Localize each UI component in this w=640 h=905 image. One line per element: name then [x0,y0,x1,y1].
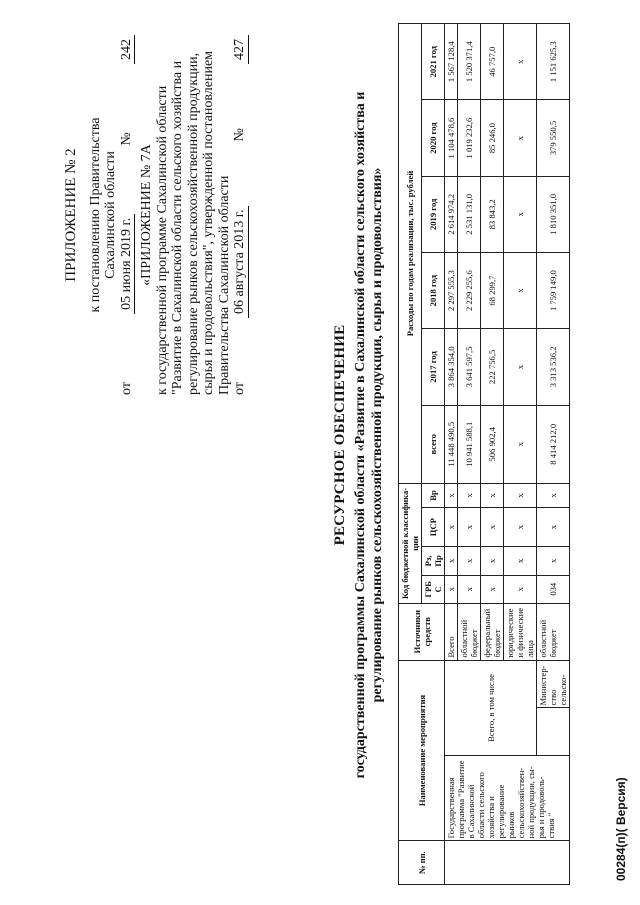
header-2017: 2017 год [422,329,445,405]
header-expenses: Расходы по годам реализации, тыс. рублей [399,24,422,484]
vr-cell: х [504,484,537,508]
rzpr-cell: х [504,547,537,575]
y2018-cell: х [504,252,537,328]
source-cell: Всего [445,603,458,660]
y2019-cell: 2 614 974,2 [445,176,458,252]
appendix-number: ПРИЛОЖЕНИЕ № 2 [63,148,79,282]
row-number-cell [445,841,570,885]
source-cell: областной бюджет [458,603,481,660]
sub-appendix-number: «ПРИЛОЖЕНИЕ № 7А [139,144,154,286]
table-row [537,24,570,885]
grbs-cell: х [458,575,481,603]
vr-cell: х [537,484,570,508]
appendix-line2: Сахалинской области [103,151,118,279]
header-csr: ЦСР [422,508,445,547]
sub-appendix-date-row [232,35,249,395]
total-cell: 10 941 588,1 [458,405,481,483]
y2019-cell: х [504,176,537,252]
y2017-cell: 3 313 536,2 [537,329,570,405]
y2021-cell: х [504,24,537,100]
y2020-cell: 85 246,0 [481,100,504,176]
header-rzpr: Рз, Пр [422,547,445,575]
grbs-cell: х [504,575,537,603]
from-label: от [118,382,134,395]
y2018-cell: 2 229 255,6 [458,252,481,328]
y2021-cell: 1 520 371,4 [458,24,481,100]
rzpr-cell: х [481,547,504,575]
from-label-2: от [232,382,247,395]
y2021-cell: 1 151 625,3 [537,24,570,100]
y2017-cell: х [504,329,537,405]
resource-table [398,23,570,885]
y2018-cell: 2 297 555,3 [445,252,458,328]
csr-cell: х [504,508,537,547]
vr-cell: х [458,484,481,508]
total-cell: 8 414 212,0 [537,405,570,483]
y2020-cell: х [504,100,537,176]
y2017-cell: 222 756,5 [481,329,504,405]
rzpr-cell: х [445,547,458,575]
table-row [445,24,458,885]
y2017-cell: 3 864 354,0 [445,329,458,405]
appendix-date-row [119,35,136,395]
header-total: всего [422,405,445,483]
header-vr: Вр [422,484,445,508]
rzpr-cell: х [458,547,481,575]
program-name-cell: Государственная программа "Развитие в Сахалинской области сельского хозяйства и регулирование рынков сельскохозяйствен-ной продукции, сы-рья и продоволь-ствия " [445,756,570,841]
number-sign: № [118,132,134,146]
grbs-cell: 034 [537,575,570,603]
y2019-cell: 2 531 131,0 [458,176,481,252]
y2020-cell: 1 104 478,6 [445,100,458,176]
source-cell: юридические и физические лица [504,603,537,660]
header-grbs: ГРБ С [422,575,445,603]
rzpr-cell: х [537,547,570,575]
header-budget-code: Код бюджетной классифика- ции [399,484,422,604]
total-cell: х [504,405,537,483]
y2018-cell: 1 759 149,0 [537,252,570,328]
appendix-block [64,35,249,395]
source-cell: областной бюджет [537,603,570,660]
csr-cell: х [445,508,458,547]
y2021-cell: 46 757,0 [481,24,504,100]
csr-cell: х [481,508,504,547]
header-no: № пп. [399,841,445,885]
grbs-cell: х [481,575,504,603]
header-name: Наименование мероприятия [399,660,445,841]
header-source: Источники средств [399,603,445,660]
source-cell: федеральный бюджет [481,603,504,660]
grbs-cell: х [445,575,458,603]
sub-appendix-text: к государственной программе Сахалинской области "Развитие в Сахалинской области сельского хозяйства и регулирование рынков сельскохозяйственной продукции, сырья и продовольствия", утвержденной постановлением Правительства Сахалинской области [154,50,232,395]
total-cell: 11 448 490,5 [445,405,458,483]
ministry-cell: Министер-ство сельско- [537,660,570,708]
page-title: РЕСУРСНОЕ ОБЕСПЕЧЕНИЕ [332,324,348,546]
y2017-cell: 3 641 597,5 [458,329,481,405]
empty-cell [537,708,570,756]
document-footer: 00284(п)( Версия) [614,777,628,881]
header-2021: 2021 год [422,24,445,100]
total-cell: 506 902,4 [481,405,504,483]
page-subtitle: государственной программы Сахалинской области «Развитие в Сахалинской области сельского хозяйства и регулирование рынков сельскохозяйственной продукции, сырья и продовольствия» [353,91,385,779]
header-2019: 2019 год [422,176,445,252]
appendix-line1: к постановлению Правительства [87,117,103,313]
y2019-cell: 83 843,2 [481,176,504,252]
csr-cell: х [458,508,481,547]
header-2018: 2018 год [422,252,445,328]
vr-cell: х [481,484,504,508]
header-2020: 2020 год [422,100,445,176]
appendix-num1: 242 [119,35,136,64]
vr-cell: х [445,484,458,508]
appendix-date2: 06 августа 2013 г. [232,206,249,318]
appendix-date1: 05 июня 2019 г. [119,214,136,314]
y2018-cell: 68 299,7 [481,252,504,328]
csr-cell: х [537,508,570,547]
y2020-cell: 379 550,5 [537,100,570,176]
y2020-cell: 1 019 232,6 [458,100,481,176]
appendix-num2: 427 [232,35,249,64]
y2021-cell: 1 567 128,4 [445,24,458,100]
y2019-cell: 1 810 351,0 [537,176,570,252]
number-sign-2: № [232,128,247,142]
all-incl-cell: Всего, в том числе [445,660,537,756]
